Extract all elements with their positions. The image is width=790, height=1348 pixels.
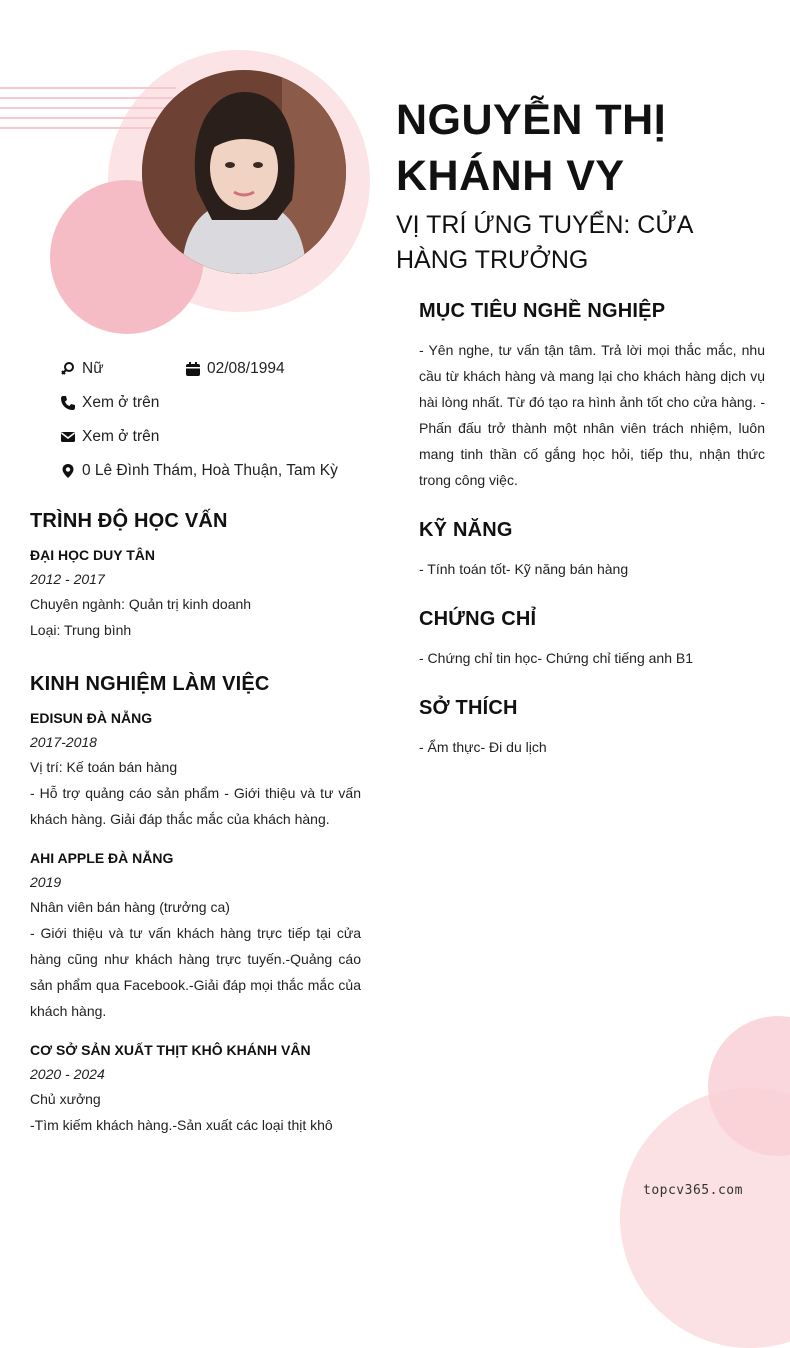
decor-stripe	[0, 107, 176, 109]
calendar-icon	[185, 361, 201, 377]
birthdate-item	[185, 360, 285, 378]
profile-photo	[142, 70, 346, 274]
certificates-heading: CHỨNG CHỈ	[419, 608, 537, 630]
experience-role: Nhân viên bán hàng (trưởng ca)	[30, 899, 230, 915]
contact-row-phone	[60, 386, 380, 420]
hobbies-heading: SỞ THÍCH	[419, 697, 518, 719]
hobbies-text: - Ẩm thực- Đi du lịch	[419, 739, 547, 755]
experience-description: -Tìm kiếm khách hàng.-Sản xuất các loại thịt khô	[30, 1117, 333, 1133]
phone-value: Xem ở trên	[82, 394, 160, 411]
applied-position: VỊ TRÍ ỨNG TUYỂN: CỬA HÀNG TRƯỞNG	[396, 211, 692, 274]
contact-row-personal	[60, 352, 380, 386]
decor-stripe	[0, 117, 176, 119]
contact-info	[60, 352, 380, 488]
experience-role: Vị trí: Kế toán bán hàng	[30, 759, 178, 775]
watermark: topcv365.com	[643, 1183, 743, 1198]
decor-stripe	[0, 87, 176, 89]
objective-heading: MỤC TIÊU NGHỀ NGHIỆP	[419, 300, 666, 322]
education-major: Chuyên ngành: Quản trị kinh doanh	[30, 596, 252, 612]
experience-entry	[30, 846, 361, 1024]
company-name: AHI APPLE ĐÀ NẴNG	[30, 850, 174, 866]
experience-role: Chủ xưởng	[30, 1091, 101, 1107]
hobbies-section	[419, 697, 765, 760]
address-value: 0 Lê Đình Thám, Hoà Thuận, Tam Kỳ	[82, 462, 338, 479]
skills-heading: KỸ NĂNG	[419, 519, 513, 541]
gender-item	[60, 360, 185, 378]
experience-description: - Hỗ trợ quảng cáo sản phẩm - Giới thiệu và tư vấn khách hàng. Giải đáp thắc mắc của khách hàng.	[30, 785, 361, 827]
contact-row-email	[60, 420, 380, 454]
education-grade: Loại: Trung bình	[30, 622, 132, 638]
gender-icon	[60, 361, 76, 377]
certificates-section	[419, 608, 765, 671]
experience-period: 2020 - 2024	[30, 1066, 105, 1082]
email-value: Xem ở trên	[82, 428, 160, 445]
candidate-name: NGUYỄN THỊ KHÁNH VY	[396, 96, 667, 200]
experience-period: 2017-2018	[30, 734, 97, 750]
skills-section	[419, 519, 765, 582]
contact-row-address	[60, 454, 380, 488]
decor-stripe	[0, 97, 176, 99]
experience-entry	[30, 1038, 361, 1138]
objective-section	[419, 300, 765, 493]
experience-description: - Giới thiệu và tư vấn khách hàng trực tiếp tại cửa hàng cũng như khách hàng trực tuyến.-Quảng cáo sản phẩm qua Facebook.-Giải đáp mọi thắc mắc của khách hàng.	[30, 925, 361, 1019]
birthdate-value: 02/08/1994	[207, 360, 285, 377]
school-name: ĐẠI HỌC DUY TÂN	[30, 547, 155, 563]
left-column	[30, 510, 361, 1152]
education-entry	[30, 543, 361, 643]
company-name: EDISUN ĐÀ NẴNG	[30, 710, 153, 726]
phone-icon	[60, 395, 76, 411]
objective-text: - Yên nghe, tư vấn tận tâm. Trả lời mọi thắc mắc, nhu cầu từ khách hàng và mang lại cho khách hàng dịch vụ hài lòng nhất. Từ đó tạo ra hình ảnh tốt cho cửa hàng. - Phấn đấu trở thành một nhân viên trách nhiệm, luôn mang tinh thần cố gắng học hỏi, tiếp thu, nhận thức trong công việc.	[419, 342, 765, 488]
education-heading: TRÌNH ĐỘ HỌC VẤN	[30, 510, 228, 532]
experience-period: 2019	[30, 874, 62, 890]
envelope-icon	[60, 429, 76, 445]
certificates-text: - Chứng chỉ tin học- Chứng chỉ tiếng anh B1	[419, 650, 694, 666]
decor-stripe	[0, 127, 176, 129]
right-column	[419, 300, 765, 786]
education-period: 2012 - 2017	[30, 571, 105, 587]
experience-entry	[30, 706, 361, 832]
gender-value: Nữ	[82, 360, 104, 377]
company-name: CƠ SỞ SẢN XUẤT THỊT KHÔ KHÁNH VÂN	[30, 1042, 311, 1058]
skills-text: - Tính toán tốt- Kỹ năng bán hàng	[419, 561, 629, 577]
experience-heading: KINH NGHIỆM LÀM VIỆC	[30, 673, 270, 695]
location-pin-icon	[60, 463, 76, 479]
